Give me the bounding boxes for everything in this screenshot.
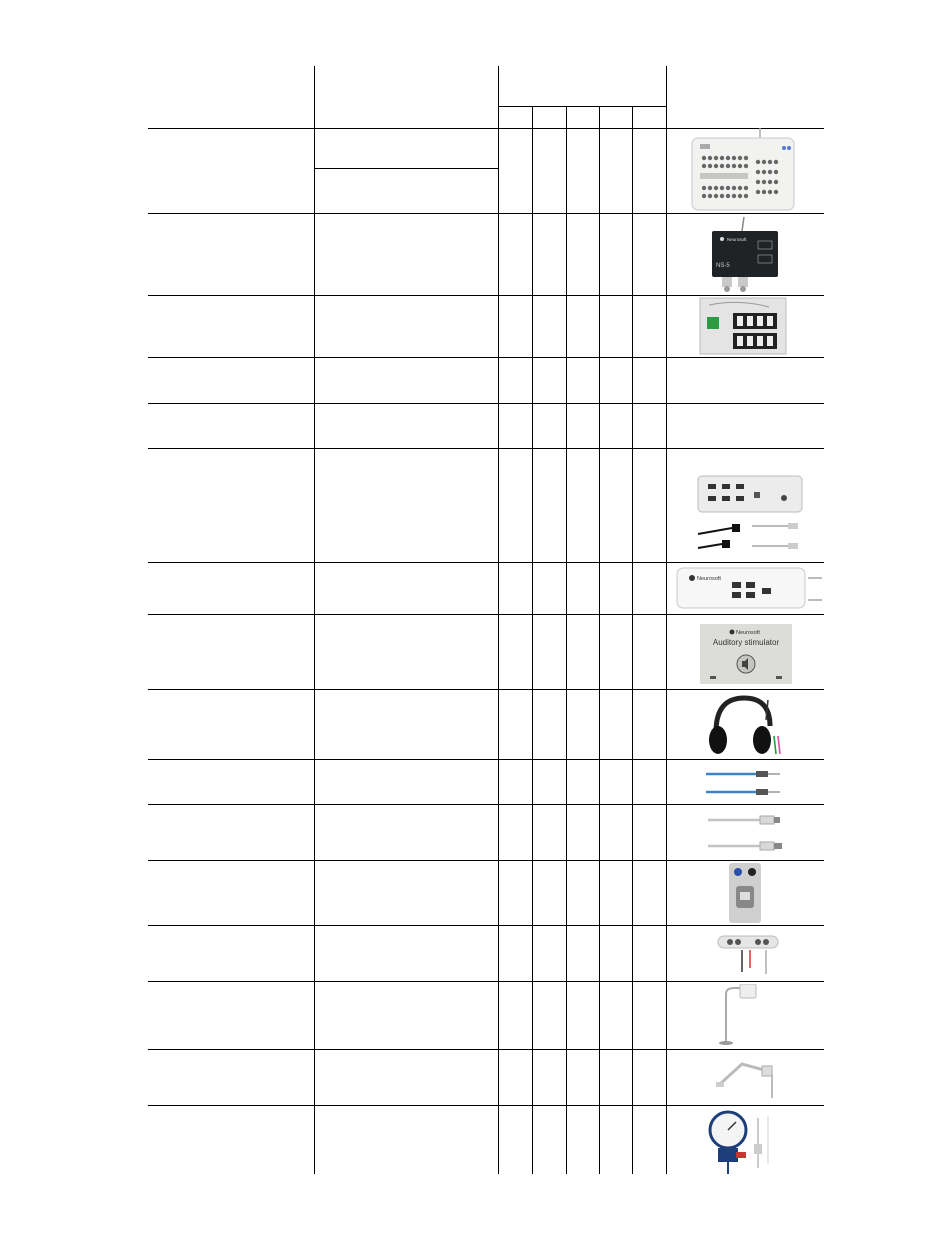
auditory-title-text: Auditory stimulator xyxy=(712,638,780,647)
grid-line xyxy=(314,128,315,1174)
grid-line xyxy=(148,925,824,926)
auditory-stimulator-icon xyxy=(700,618,792,686)
grid-line xyxy=(666,66,667,1174)
grid-line xyxy=(532,106,533,1174)
patient-button-icon xyxy=(728,862,762,924)
grid-line xyxy=(148,213,824,214)
grid-line xyxy=(148,614,824,615)
electrode-adapter-icon xyxy=(716,932,780,976)
grid-line xyxy=(314,168,499,169)
grid-line xyxy=(599,106,600,1174)
grid-line xyxy=(148,981,824,982)
holder-arm-icon xyxy=(716,1054,782,1102)
headphones-icon xyxy=(704,692,784,758)
usb-cables-icon xyxy=(706,810,784,856)
grid-line xyxy=(148,562,824,563)
grid-line xyxy=(148,295,824,296)
device-label-text-2: Neurosoft xyxy=(697,576,721,582)
grid-line xyxy=(148,759,824,760)
pressure-gauge-icon xyxy=(702,1108,784,1174)
grid-line xyxy=(148,804,824,805)
grid-line xyxy=(148,1049,824,1050)
grid-line xyxy=(148,357,824,358)
grid-line xyxy=(148,860,824,861)
audio-cables-icon xyxy=(704,766,786,800)
grid-line xyxy=(148,448,824,449)
photic-stimulator-box-icon xyxy=(704,215,784,293)
grid-line xyxy=(314,66,315,128)
grid-line xyxy=(498,66,499,1174)
grid-line xyxy=(148,403,824,404)
grid-line xyxy=(148,689,824,690)
device-label-text: Neurosoft xyxy=(727,237,747,242)
neurosoft-usb-box-icon xyxy=(676,566,822,610)
grid-line xyxy=(566,106,567,1174)
grid-line xyxy=(632,106,633,1174)
device-label-text-3: Neurosoft xyxy=(736,630,760,636)
grid-line xyxy=(498,106,667,107)
floor-stand-icon xyxy=(712,984,772,1046)
isolation-transformer-icon xyxy=(699,297,787,355)
eeg-amplifier-icon xyxy=(690,128,796,212)
photic-label-text: NS-5 xyxy=(716,263,730,269)
grid-line xyxy=(148,1105,824,1106)
usb-hub-with-cables-icon xyxy=(692,470,808,556)
